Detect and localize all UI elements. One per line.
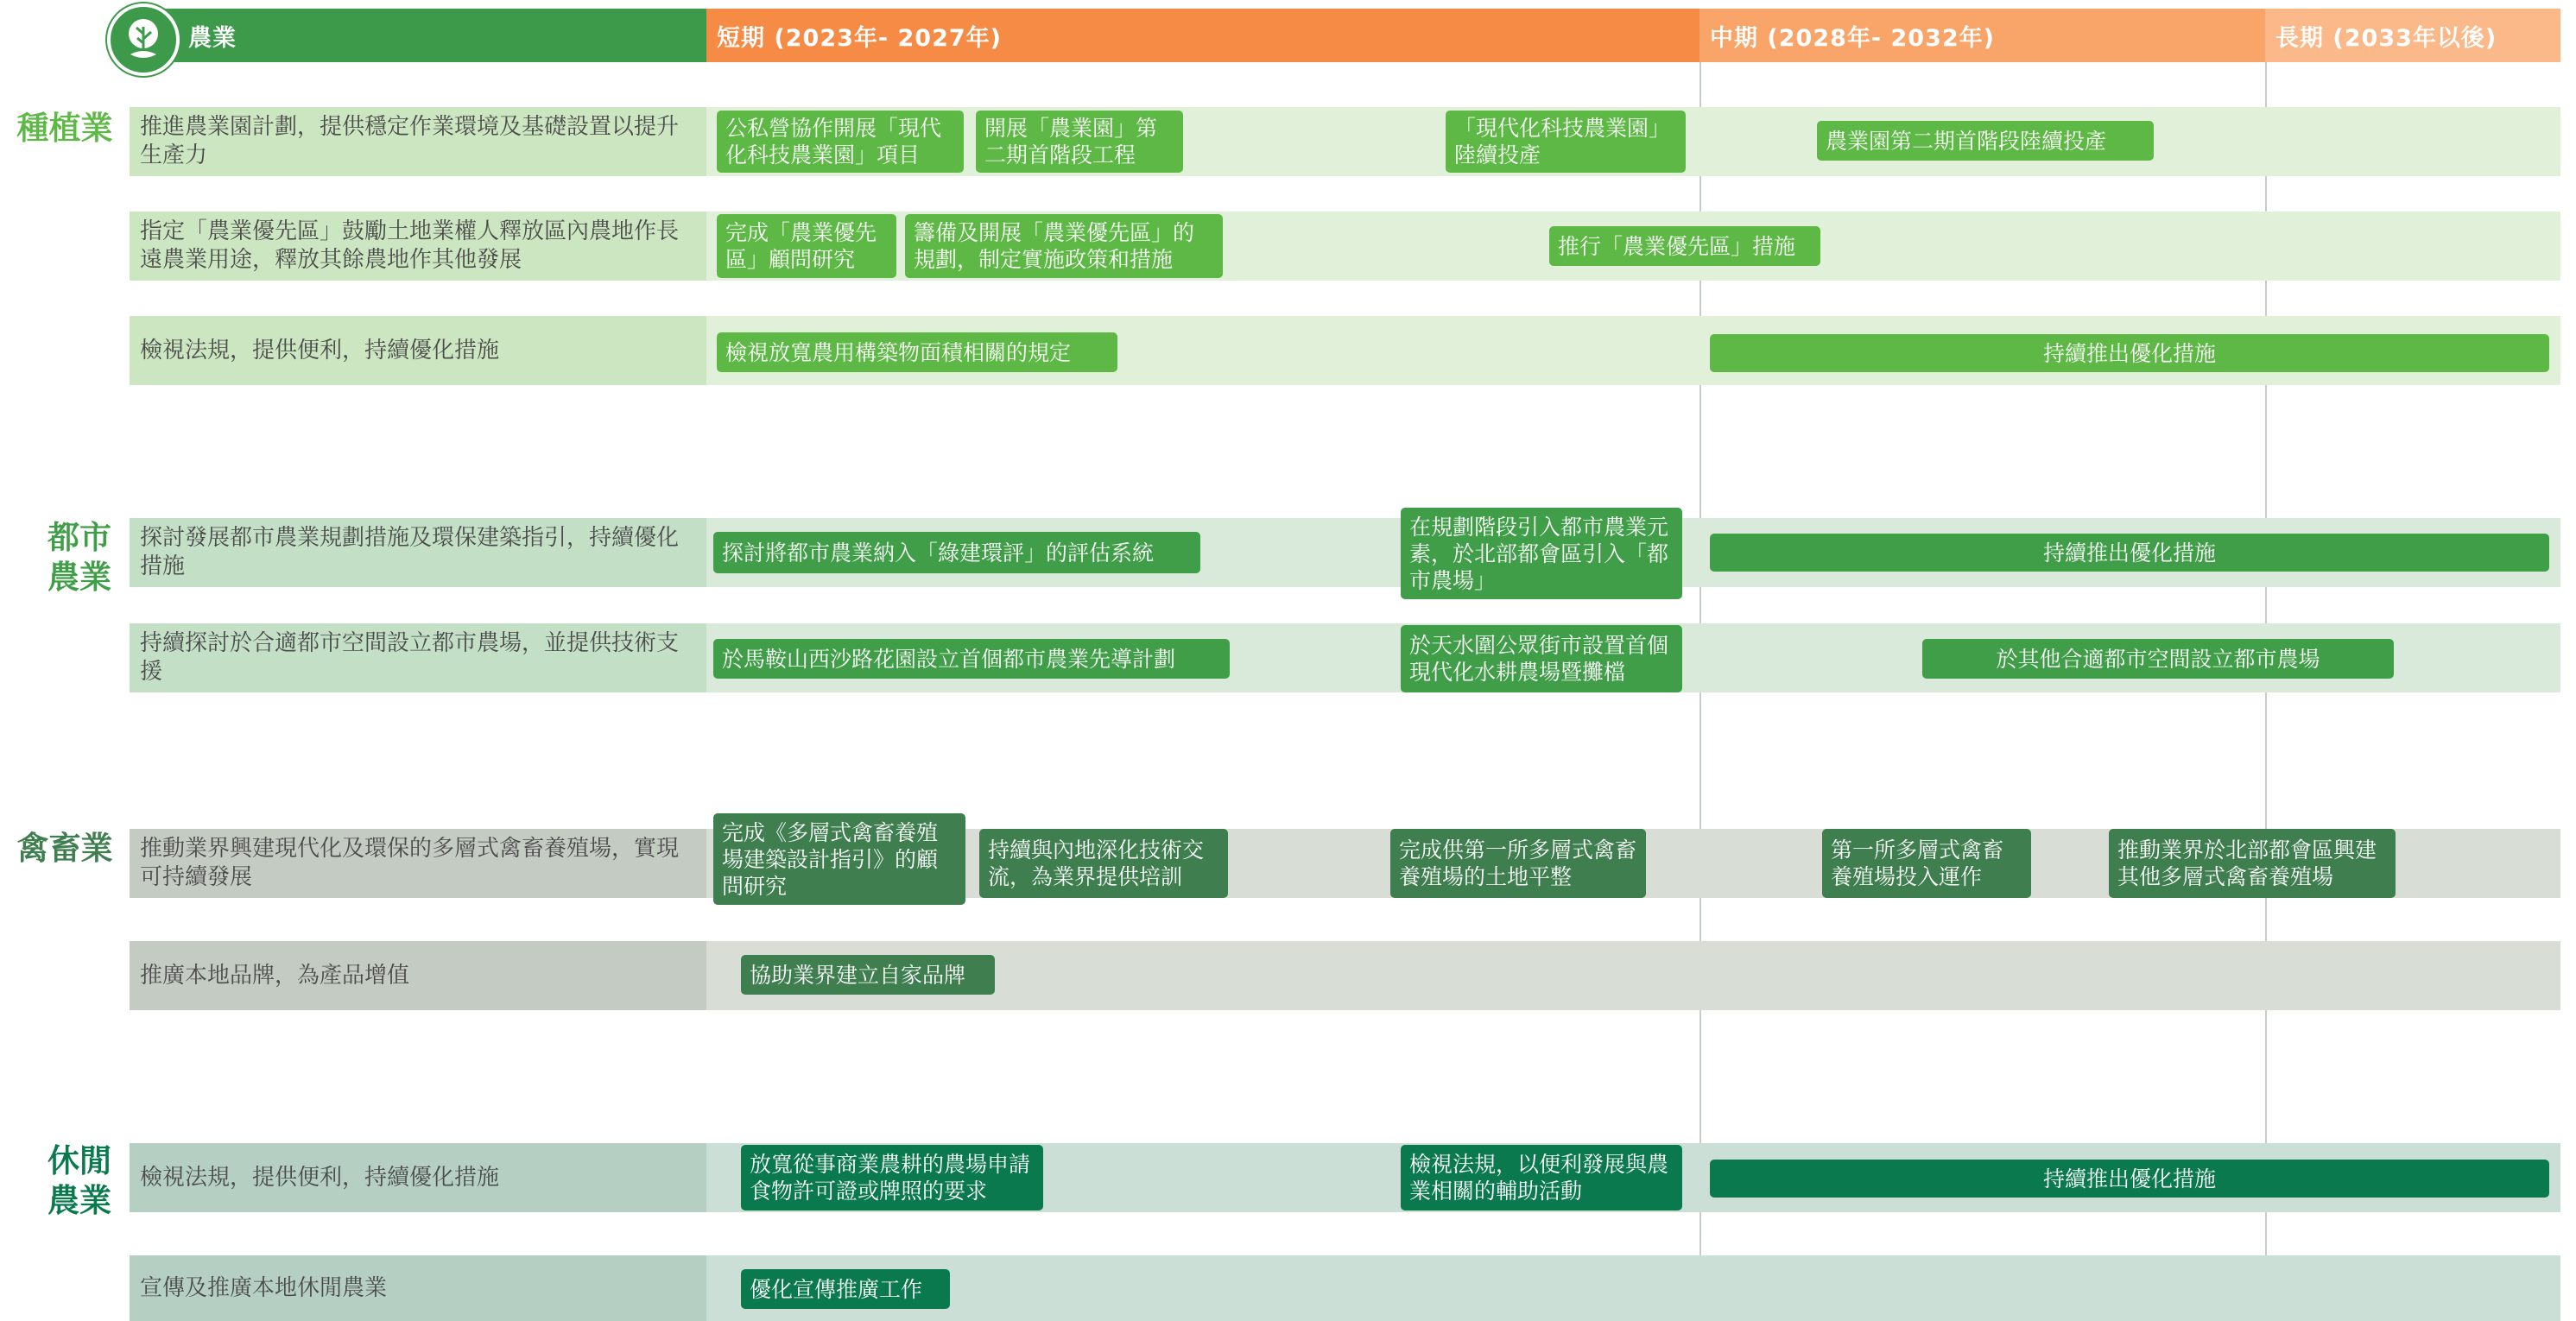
plant-logo-icon [107,3,180,76]
task-livestock-1-1: 完成《多層式禽畜養殖場建築設計指引》的顧問研究 [713,813,965,905]
header-mid-label: 中期 (2028年- 2032年) [1710,24,1995,52]
task-leisure-1-2: 檢視法規，以便利發展與農業相關的輔助活動 [1401,1145,1682,1210]
category-planting: 種植業 [16,110,113,147]
header-title-bar [130,9,706,62]
task-urban-1-1: 探討將都市農業納入「綠建環評」的評估系統 [713,532,1200,573]
task-planting-1-1: 公私營協作開展「現代化科技農業園」項目 [717,111,964,173]
header-long-term [2265,9,2560,62]
task-leisure-1-3: 持續推出優化措施 [1710,1160,2549,1198]
row-desc-urban-1: 探討發展都市農業規劃措施及環保建築指引，持續優化措施 [130,518,706,587]
task-urban-2-3: 於其他合適都市空間設立都市農場 [1922,639,2394,679]
header-short-label: 短期 (2023年- 2027年) [717,24,1002,52]
header-short-term [706,9,1699,62]
row-desc-planting-1: 推進農業園計劃，提供穩定作業環境及基礎設置以提升生產力 [130,107,706,176]
row-desc-livestock-2: 推廣本地品牌，為產品增值 [130,941,706,1010]
task-urban-1-2: 在規劃階段引入都市農業元素，於北部都會區引入「都市農場」 [1401,508,1682,599]
task-leisure-1-1: 放寬從事商業農耕的農場申請食物許可證或牌照的要求 [741,1145,1043,1210]
task-livestock-1-4: 第一所多層式禽畜養殖場投入運作 [1822,829,2031,898]
category-urban: 都市農業 [47,519,111,596]
task-livestock-2-1: 協助業界建立自家品牌 [741,955,995,995]
row-desc-leisure-1: 檢視法規，提供便利，持續優化措施 [130,1143,706,1212]
task-livestock-1-5: 推動業界於北部都會區興建其他多層式禽畜養殖場 [2109,829,2396,898]
row-desc-urban-2: 持續探討於合適都市空間設立都市農場，並提供技術支援 [130,623,706,692]
category-leisure: 休閒農業 [47,1142,111,1219]
category-livestock: 禽畜業 [16,830,113,867]
task-planting-2-2: 籌備及開展「農業優先區」的規劃，制定實施政策和措施 [905,214,1223,278]
task-livestock-1-2: 持續與內地深化技術交流，為業界提供培訓 [979,829,1228,898]
task-planting-2-3: 推行「農業優先區」措施 [1549,226,1820,266]
header-long-label: 長期 (2033年以後) [2275,24,2497,52]
task-planting-3-1: 檢視放寬農用構築物面積相關的規定 [717,332,1117,372]
task-livestock-1-3: 完成供第一所多層式禽畜養殖場的土地平整 [1390,829,1646,898]
row-desc-leisure-2: 宣傳及推廣本地休閒農業 [130,1255,706,1321]
task-planting-3-2: 持續推出優化措施 [1710,334,2549,372]
task-leisure-2-1: 優化宣傳推廣工作 [741,1269,950,1309]
task-planting-1-2: 開展「農業園」第二期首階段工程 [976,111,1183,173]
header-title: 農業 [188,24,237,52]
task-urban-1-3: 持續推出優化措施 [1710,534,2549,572]
header-mid-term [1699,9,2265,62]
row-desc-planting-2: 指定「農業優先區」鼓勵土地業權人釋放區內農地作長遠農業用途，釋放其餘農地作其他發展 [130,212,706,281]
row-desc-planting-3: 檢視法規，提供便利，持續優化措施 [130,316,706,385]
task-planting-2-1: 完成「農業優先區」顧問研究 [717,214,896,278]
task-planting-1-4: 農業園第二期首階段陸續投產 [1817,121,2154,161]
row-desc-livestock-1: 推動業界興建現代化及環保的多層式禽畜養殖場，實現可持續發展 [130,829,706,898]
task-urban-2-2: 於天水圍公眾街市設置首個現代化水耕農場暨攤檔 [1401,625,1682,692]
task-urban-2-1: 於馬鞍山西沙路花園設立首個都市農業先導計劃 [713,639,1230,679]
task-planting-1-3: 「現代化科技農業園」陸續投產 [1446,111,1686,173]
